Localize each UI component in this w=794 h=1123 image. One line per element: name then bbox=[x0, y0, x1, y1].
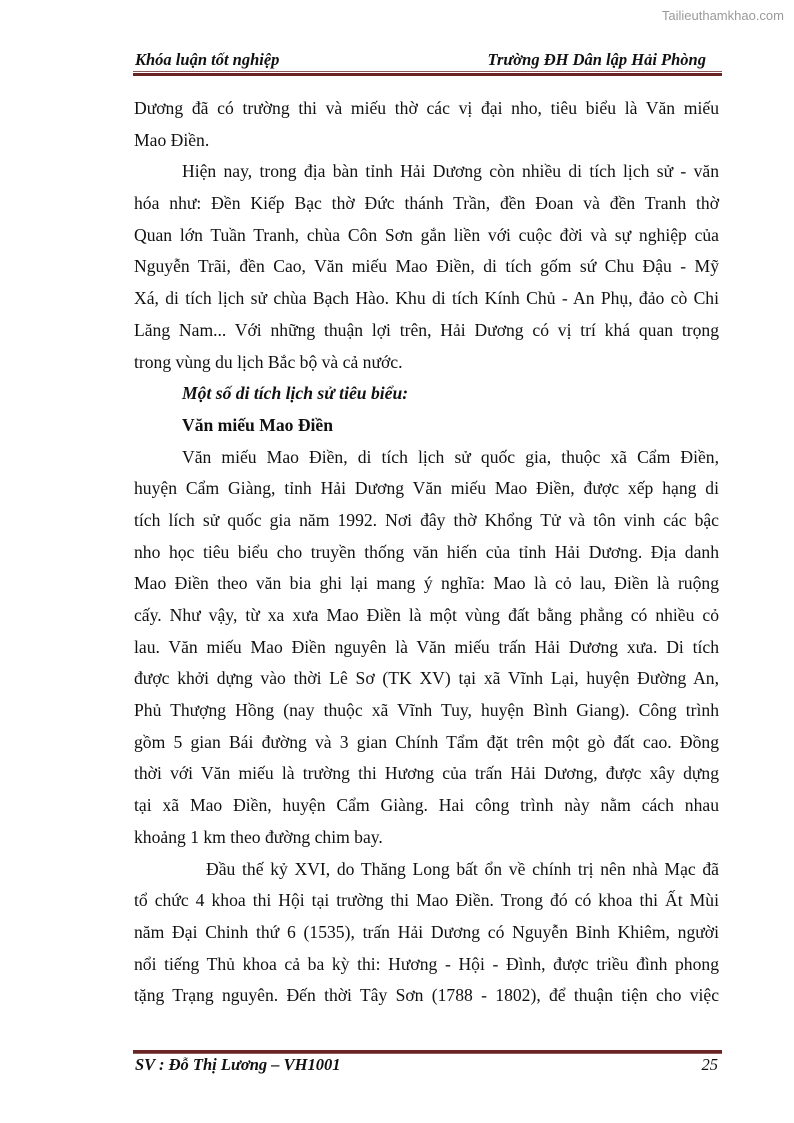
text-line: tặng Trạng nguyên. Đến thời Tây Sơn (1788 - 1802), để thuận tiện cho việc bbox=[134, 985, 719, 1006]
text-line: Dương đã có trường thi và miếu thờ các vị đại nho, tiêu biểu là Văn miếu bbox=[134, 98, 719, 118]
page-number: 25 bbox=[701, 1055, 718, 1074]
footer-divider bbox=[133, 1049, 722, 1054]
text-line: Quan lớn Tuần Tranh, chùa Côn Sơn gắn liền với cuộc đời và sự nghiệp của bbox=[134, 224, 719, 245]
header-left: Khóa luận tốt nghiệp bbox=[135, 50, 280, 69]
text-line: gồm 5 gian Bái đường và 3 gian Chính Tẩm đặt trên một gò đất cao. Đồng bbox=[134, 731, 719, 752]
text-line: tổ chức 4 khoa thi Hội tại trường thi Mao Điền. Trong đó có khoa thi Ất Mùi bbox=[134, 890, 719, 911]
text-line: năm Đại Chinh thứ 6 (1535), trấn Hải Dương có Nguyễn Bỉnh Khiêm, người bbox=[134, 921, 719, 942]
text-line: Phủ Thượng Hồng (nay thuộc xã Vĩnh Tuy, huyện Bình Giang). Công trình bbox=[134, 700, 719, 721]
text-line: thời với Văn miếu là trường thi Hương của trấn Hải Dương, được xây dựng bbox=[134, 763, 719, 784]
text-line: Đầu thế kỷ XVI, do Thăng Long bất ổn về chính trị nên nhà Mạc đã bbox=[206, 858, 719, 879]
text-line: tích lích sử quốc gia năm 1992. Nơi đây thờ Khổng Tử và tôn vinh các bậc bbox=[134, 509, 719, 530]
text-line: Mao Điền theo văn bia ghi lại mang ý nghĩa: Mao là cỏ lau, Điền là ruộng bbox=[134, 573, 719, 594]
text-line: nổi tiếng Thủ khoa cả ba kỳ thi: Hương - Hội - Đình, được triều đình phong bbox=[134, 953, 719, 974]
text-line: Xá, di tích lịch sử chùa Bạch Hào. Khu di tích Kính Chủ - An Phụ, đảo cò Chi bbox=[134, 288, 719, 309]
section-heading: Một số di tích lịch sử tiêu biểu: bbox=[182, 383, 409, 404]
text-line: tại xã Mao Điền, huyện Cẩm Giàng. Hai công trình này nằm cách nhau bbox=[134, 795, 719, 816]
text-line: Hiện nay, trong địa bàn tỉnh Hải Dương còn nhiều di tích lịch sử - văn bbox=[182, 161, 719, 182]
text-line: nho học tiêu biểu cho truyền thống văn hiến của tỉnh Hải Dương. Địa danh bbox=[134, 541, 719, 562]
text-line: Mao Điền. bbox=[134, 129, 210, 150]
text-line: được khởi dựng vào thời Lê Sơ (TK XV) tại xã Vĩnh Lại, huyện Đường An, bbox=[134, 668, 719, 689]
text-line: khoảng 1 km theo đường chim bay. bbox=[134, 826, 383, 847]
document-body bbox=[134, 93, 719, 1012]
header-divider bbox=[133, 71, 722, 76]
text-line: hóa như: Đền Kiếp Bạc thờ Đức thánh Trần, đền Đoan và đền Tranh thờ bbox=[134, 193, 719, 214]
header-right: Trường ĐH Dân lập Hải Phòng bbox=[487, 50, 706, 69]
footer-author: SV : Đỗ Thị Lương – VH1001 bbox=[135, 1055, 341, 1074]
section-heading: Văn miếu Mao Điền bbox=[182, 414, 334, 435]
text-line: trong vùng du lịch Bắc bộ và cả nước. bbox=[134, 351, 403, 372]
watermark: Tailieuthamkhao.com bbox=[661, 8, 784, 23]
text-line: huyện Cẩm Giàng, tỉnh Hải Dương Văn miếu Mao Điền, được xếp hạng di bbox=[134, 478, 719, 499]
text-line: cấy. Như vậy, từ xa xưa Mao Điền là một vùng đất bằng phẳng có nhiều cỏ bbox=[134, 605, 719, 625]
text-line: Lăng Nam... Với những thuận lợi trên, Hải Dương có vị trí khá quan trọng bbox=[134, 319, 719, 340]
text-line: Nguyễn Trãi, đền Cao, Văn miếu Mao Điền, di tích gốm sứ Chu Đậu - Mỹ bbox=[134, 256, 719, 277]
text-line: lau. Văn miếu Mao Điền nguyên là Văn miếu trấn Hải Dương xưa. Di tích bbox=[134, 636, 719, 657]
text-line: Văn miếu Mao Điền, di tích lịch sử quốc gia, thuộc xã Cẩm Điền, bbox=[182, 446, 719, 467]
